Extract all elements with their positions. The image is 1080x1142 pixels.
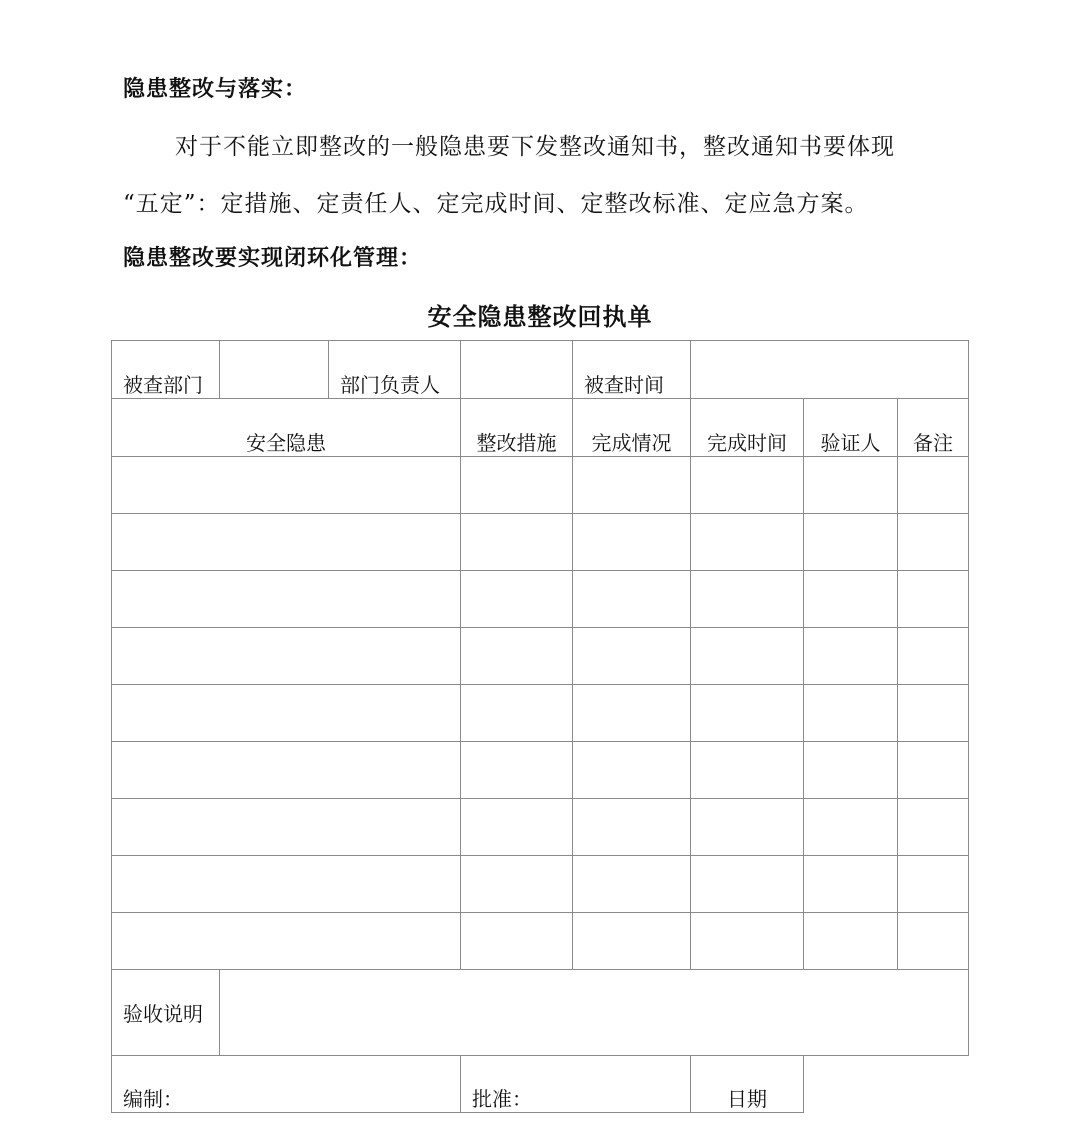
remarks-cell[interactable] <box>898 799 969 856</box>
measures-cell[interactable] <box>461 742 573 799</box>
acceptance-row <box>112 970 969 1056</box>
measures-cell[interactable] <box>461 913 573 970</box>
completion-time-cell[interactable] <box>691 685 804 742</box>
verifier-cell[interactable] <box>804 799 898 856</box>
measures-cell[interactable] <box>461 514 573 571</box>
table-row <box>112 913 969 970</box>
date-label: 日期 <box>691 1056 804 1113</box>
remarks-cell[interactable] <box>898 628 969 685</box>
status-cell[interactable] <box>573 913 691 970</box>
measures-cell[interactable] <box>461 457 573 514</box>
remarks-cell[interactable] <box>898 457 969 514</box>
remarks-cell[interactable] <box>898 742 969 799</box>
dept-head-field[interactable] <box>461 341 573 399</box>
completion-time-cell[interactable] <box>691 571 804 628</box>
completion-time-cell[interactable] <box>691 628 804 685</box>
acceptance-field[interactable] <box>220 970 969 1056</box>
measures-cell[interactable] <box>461 799 573 856</box>
hazard-cell[interactable] <box>112 514 461 571</box>
info-row <box>112 341 969 399</box>
verifier-cell[interactable] <box>804 685 898 742</box>
status-cell[interactable] <box>573 742 691 799</box>
completion-time-cell[interactable] <box>691 457 804 514</box>
verifier-cell[interactable] <box>804 856 898 913</box>
section-heading-closed-loop: 隐患整改要实现闭环化管理： <box>123 246 423 271</box>
column-header-verifier: 验证人 <box>804 399 898 457</box>
column-header-completion-time: 完成时间 <box>691 399 804 457</box>
hazard-cell[interactable] <box>112 913 461 970</box>
table-row <box>112 799 969 856</box>
status-cell[interactable] <box>573 799 691 856</box>
verifier-cell[interactable] <box>804 514 898 571</box>
status-cell[interactable] <box>573 457 691 514</box>
remarks-cell[interactable] <box>898 913 969 970</box>
hazard-cell[interactable] <box>112 799 461 856</box>
table-row <box>112 628 969 685</box>
column-header-hazard: 安全隐患 <box>112 399 461 457</box>
date-field[interactable] <box>804 1056 969 1113</box>
verifier-cell[interactable] <box>804 571 898 628</box>
paragraph-line-2: “五定”：定措施、定责任人、定完成时间、定整改标准、定应急方案。 <box>123 191 869 217</box>
prepared-by-label: 编制： <box>112 1056 461 1113</box>
verifier-cell[interactable] <box>804 742 898 799</box>
status-cell[interactable] <box>573 685 691 742</box>
completion-time-cell[interactable] <box>691 742 804 799</box>
hazard-cell[interactable] <box>112 685 461 742</box>
measures-cell[interactable] <box>461 856 573 913</box>
completion-time-cell[interactable] <box>691 514 804 571</box>
acceptance-label: 验收说明 <box>112 970 220 1056</box>
dept-head-label: 部门负责人 <box>329 341 461 399</box>
inspection-time-label: 被查时间 <box>573 341 691 399</box>
column-header-row <box>112 399 969 457</box>
inspected-dept-label: 被查部门 <box>112 341 220 399</box>
completion-time-cell[interactable] <box>691 913 804 970</box>
status-cell[interactable] <box>573 514 691 571</box>
measures-cell[interactable] <box>461 571 573 628</box>
measures-cell[interactable] <box>461 685 573 742</box>
verifier-cell[interactable] <box>804 913 898 970</box>
form-title: 安全隐患整改回执单 <box>427 302 653 331</box>
approved-by-label: 批准： <box>461 1056 691 1113</box>
remarks-cell[interactable] <box>898 685 969 742</box>
verifier-cell[interactable] <box>804 457 898 514</box>
remarks-cell[interactable] <box>898 514 969 571</box>
receipt-form-table <box>111 340 969 1113</box>
completion-time-cell[interactable] <box>691 856 804 913</box>
table-row <box>112 514 969 571</box>
status-cell[interactable] <box>573 856 691 913</box>
signature-row <box>112 1056 969 1113</box>
verifier-cell[interactable] <box>804 628 898 685</box>
remarks-cell[interactable] <box>898 571 969 628</box>
remarks-cell[interactable] <box>898 856 969 913</box>
column-header-status: 完成情况 <box>573 399 691 457</box>
inspected-dept-field[interactable] <box>220 341 329 399</box>
column-header-remarks: 备注 <box>898 399 969 457</box>
table-row <box>112 457 969 514</box>
hazard-cell[interactable] <box>112 742 461 799</box>
table-row <box>112 685 969 742</box>
hazard-cell[interactable] <box>112 856 461 913</box>
status-cell[interactable] <box>573 571 691 628</box>
section-heading-rectification: 隐患整改与落实： <box>123 77 308 102</box>
measures-cell[interactable] <box>461 628 573 685</box>
hazard-cell[interactable] <box>112 571 461 628</box>
hazard-cell[interactable] <box>112 457 461 514</box>
table-row <box>112 742 969 799</box>
paragraph-line-1: 对于不能立即整改的一般隐患要下发整改通知书，整改通知书要体现 <box>175 134 895 160</box>
table-row <box>112 571 969 628</box>
inspection-time-field[interactable] <box>691 341 969 399</box>
table-row <box>112 856 969 913</box>
status-cell[interactable] <box>573 628 691 685</box>
hazard-cell[interactable] <box>112 628 461 685</box>
column-header-measures: 整改措施 <box>461 399 573 457</box>
completion-time-cell[interactable] <box>691 799 804 856</box>
